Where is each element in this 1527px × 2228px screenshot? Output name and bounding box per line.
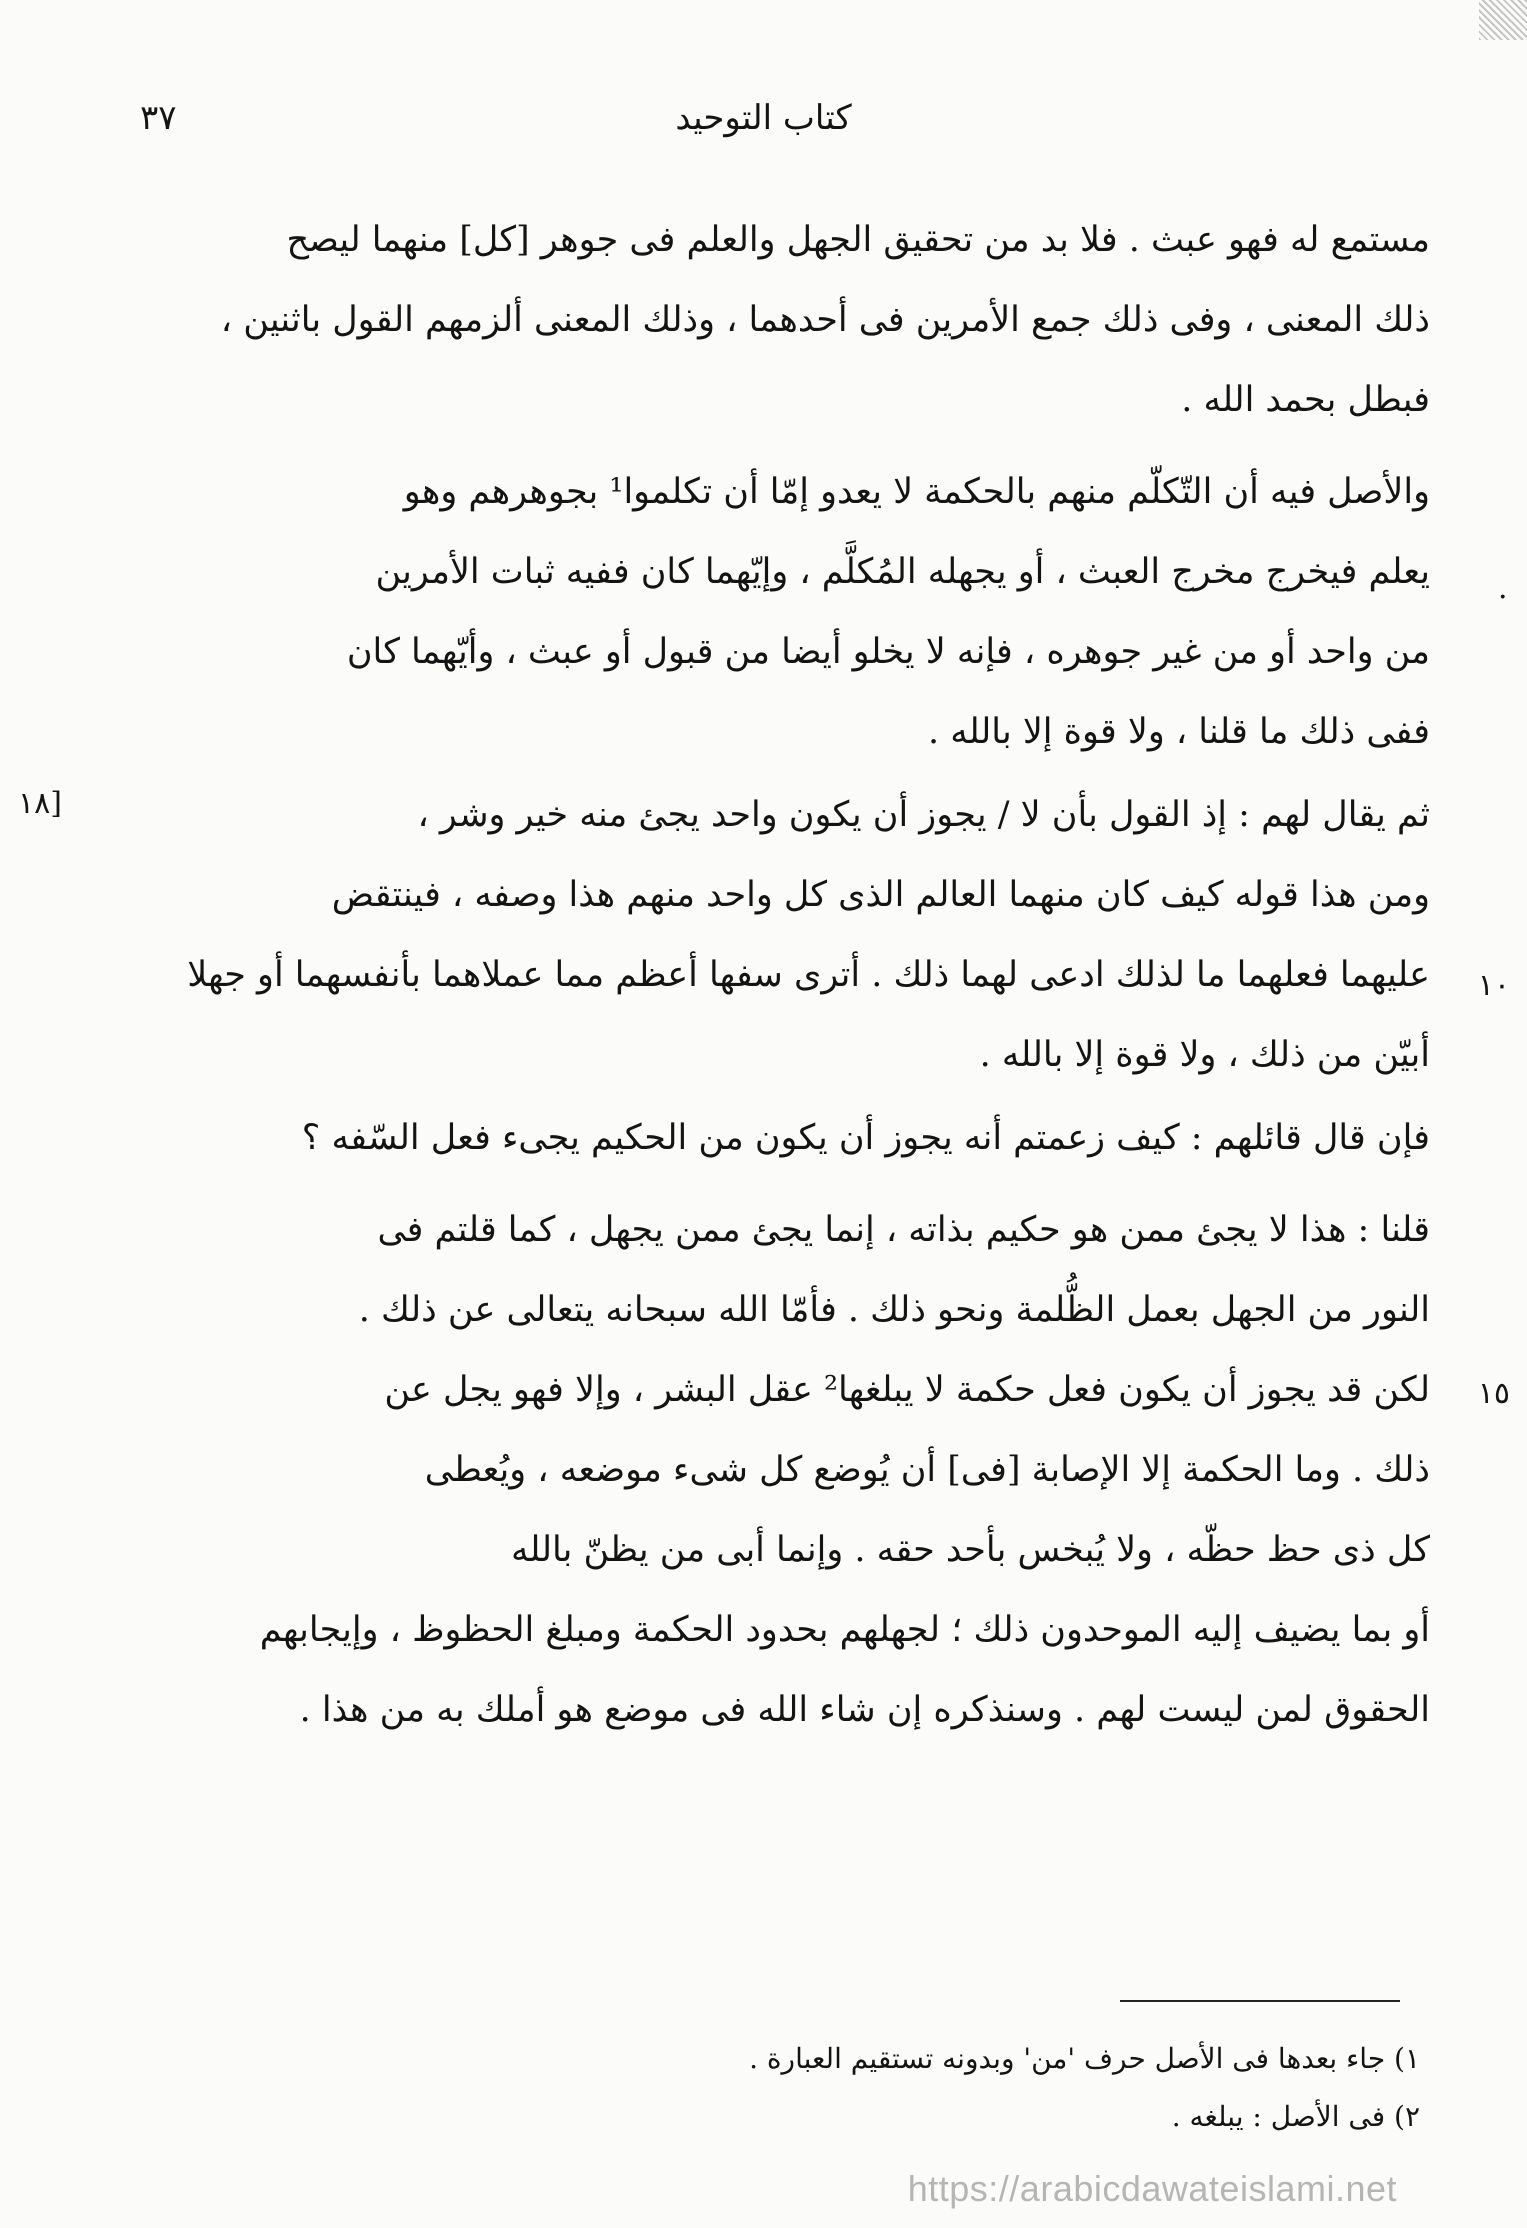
margin-line-number: ١٥ (1477, 1376, 1510, 1411)
paragraph (130, 1098, 1430, 1178)
text-line: النور من الجهل بعمل الظُّلمة ونحو ذلك . فأمّا الله سبحانه يتعالى عن ذلك . (358, 1290, 1430, 1330)
text-line: عليهما فعلهما ما لذلك ادعى لهما ذلك . أترى سفها أعظم مما عملاهما بأنفسهما أو جهلا (187, 955, 1430, 995)
text-line: فإن قال قائلهم : كيف زعمتم أنه يجوز أن يكون من الحكيم يجىء فعل السّفه ؟ (301, 1118, 1430, 1158)
paragraph (130, 775, 1430, 1095)
text-line: أبيّن من ذلك ، ولا قوة إلا بالله . (979, 1035, 1430, 1075)
text-line: يعلم فيخرج مخرج العبث ، أو يجهله المُكلَّم ، وإيّهما كان ففيه ثبات الأمرين (375, 552, 1430, 592)
footnotes (130, 2030, 1420, 2146)
margin-section-marker: [١٨ (18, 786, 62, 821)
text-line: ذلك . وما الحكمة إلا الإصابة [فى] أن يُوضع كل شىء موضعه ، ويُعطى (424, 1450, 1430, 1490)
paragraph (130, 200, 1430, 440)
paragraph (130, 1190, 1430, 1750)
running-header-title: كتاب التوحيد (675, 98, 852, 138)
watermark-url: https://arabicdawateislami.net (907, 2168, 1397, 2209)
text-line: ذلك المعنى ، وفى ذلك جمع الأمرين فى أحدهما ، وذلك المعنى ألزمهم القول باثنين ، (220, 300, 1430, 340)
text-line: أو بما يضيف إليه الموحدون ذلك ؛ لجهلهم بحدود الحكمة ومبلغ الحظوظ ، وإيجابهم (259, 1610, 1430, 1650)
text-line: الحقوق لمن ليست لهم . وسنذكره إن شاء الله فى موضع هو أملك به من هذا . (299, 1690, 1430, 1730)
text-line: فبطل بحمد الله . (1181, 380, 1430, 420)
text-line: ومن هذا قوله كيف كان منهما العالم الذى كل واحد منهم هذا وصفه ، فينتقض (331, 875, 1430, 915)
text-line: والأصل فيه أن التّكلّم منهم بالحكمة لا يعدو إمّا أن تكلموا¹ بجوهرهم وهو (403, 472, 1430, 512)
text-line: مستمع له فهو عبث . فلا بد من تحقيق الجهل والعلم فى جوهر [كل] منهما ليصح (286, 220, 1430, 260)
footnote: ١) جاء بعدها فى الأصل حرف 'من' وبدونه تستقيم العبارة . (749, 2042, 1420, 2075)
text-line: ففى ذلك ما قلنا ، ولا قوة إلا بالله . (928, 712, 1430, 752)
text-line: من واحد أو من غير جوهره ، فإنه لا يخلو أيضا من قبول أو عبث ، وأيّهما كان (346, 632, 1430, 672)
text-line: قلنا : هذا لا يجئ ممن هو حكيم بذاته ، إنما يجئ ممن يجهل ، كما قلتم فى (377, 1210, 1430, 1250)
text-line: كل ذى حظ حظّه ، ولا يُبخس بأحد حقه . وإنما أبى من يظنّ بالله (510, 1530, 1430, 1570)
footnote: ٢) فى الأصل : يبلغه . (1171, 2100, 1420, 2133)
footnote-divider (1120, 2000, 1400, 2002)
page-number: ٣٧ (140, 98, 177, 138)
margin-line-number: ١٠ (1477, 968, 1510, 1003)
text-line: لكن قد يجوز أن يكون فعل حكمة لا يبلغها² عقل البشر ، وإلا فهو يجل عن (384, 1370, 1430, 1410)
paragraph (130, 452, 1430, 772)
margin-dot: · (1498, 580, 1508, 615)
text-line: ثم يقال لهم : إذ القول بأن لا / يجوز أن يكون واحد يجئ منه خير وشر ، (417, 795, 1430, 835)
scan-speckle (1479, 0, 1527, 40)
